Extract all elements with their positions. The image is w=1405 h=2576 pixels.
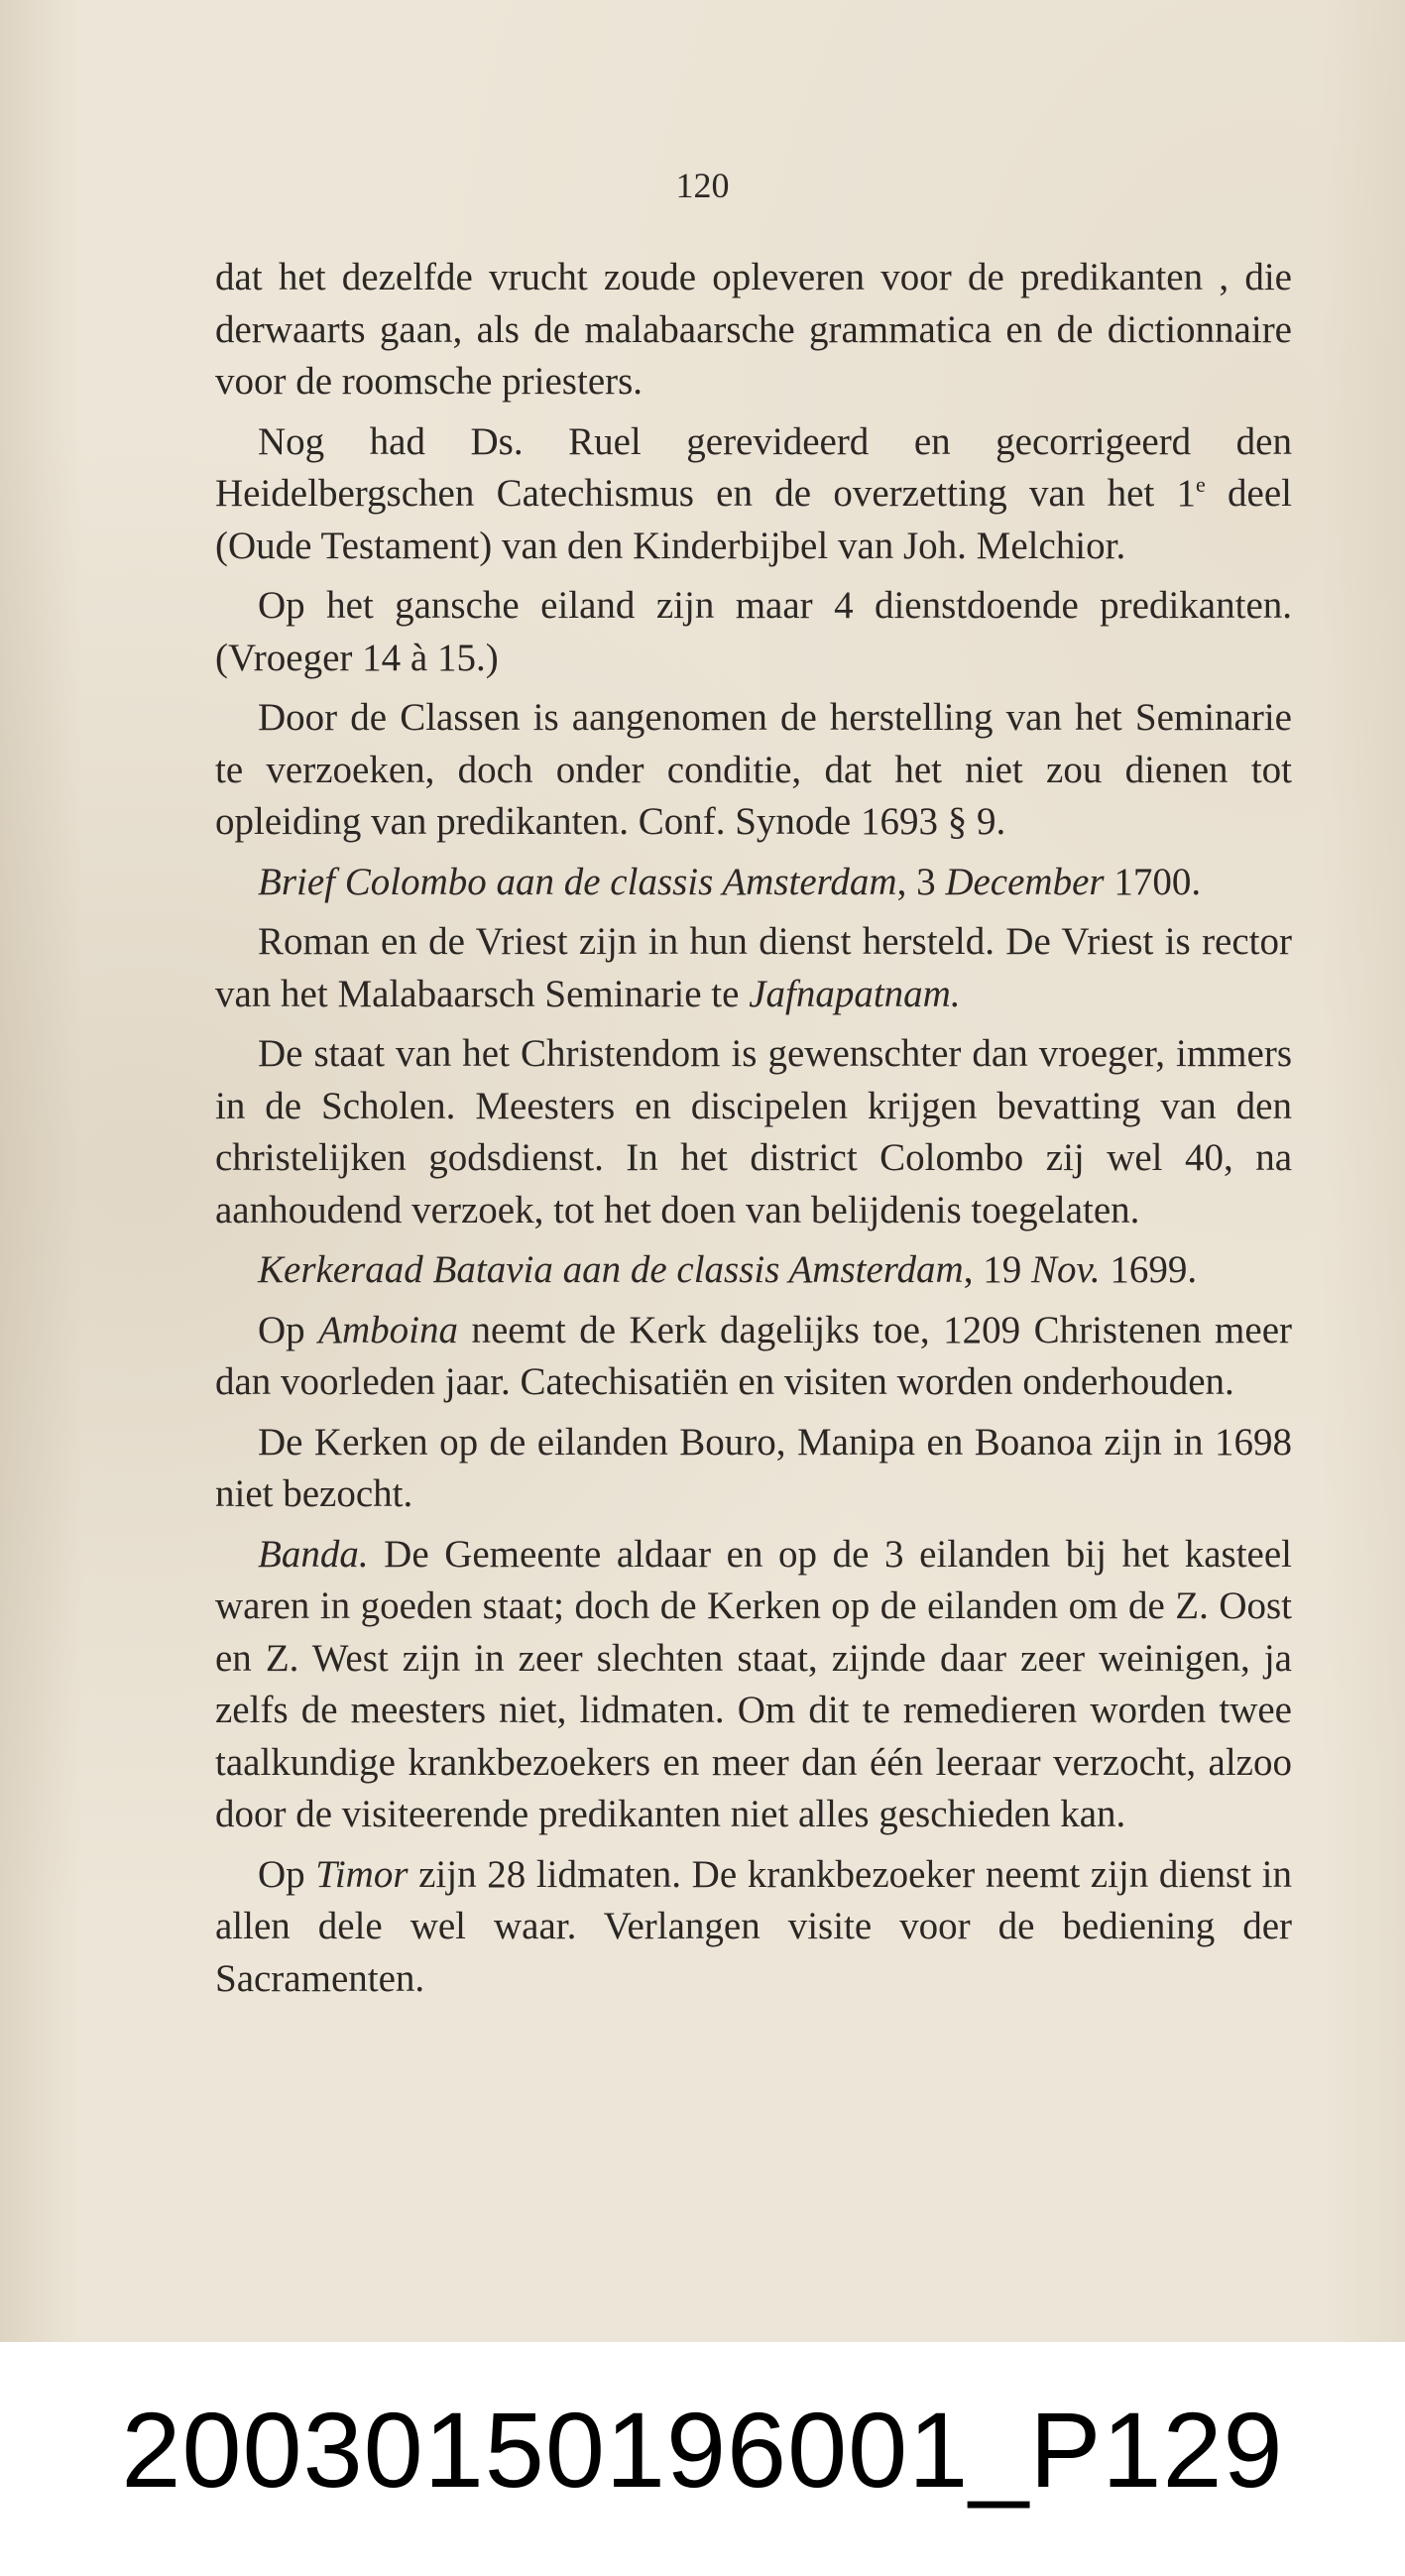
paragraph-9 (215, 1529, 1292, 1841)
paragraph-10-text-b: zijn 28 lidmaten. De krankbezoeker neemt zijn dienst in allen dele wel waar. Verlangen visite voor de bediening der Sacramenten. (215, 1852, 1292, 2000)
paragraph-2-text-a: Nog had Ds. Ruel gerevideerd en gecorrigeerd den Heidelbergschen Catechismus en de overzetting van het 1 (215, 419, 1292, 515)
paragraph-10-place: Timor (315, 1852, 409, 1896)
paragraph-3 (215, 580, 1292, 684)
paragraph-7-text-b: neemt de Kerk dagelijks toe, 1209 Christenen meer dan voorleden jaar. Catechisatiën en visiten worden onderhouden. (215, 1308, 1292, 1403)
heading-batavia-month: Nov. (1030, 1248, 1101, 1291)
paragraph-1 (215, 252, 1292, 409)
heading-batavia-title: Kerkeraad Batavia aan de classis Amsterdam (258, 1248, 964, 1291)
paragraph-5 (215, 916, 1292, 1020)
heading-colombo-title: Brief Colombo aan de classis Amsterdam (258, 860, 897, 903)
paragraph-3-text: Op het gansche eiland zijn maar 4 dienstdoende predikanten. (Vroeger 14 à 15.) (215, 584, 1292, 679)
paragraph-5-text: Roman en de Vriest zijn in hun dienst hersteld. De Vriest is rector van het Malabaarsch Seminarie te (215, 920, 1292, 1015)
heading-batavia-year: 1699. (1100, 1248, 1198, 1291)
heading-batavia-day: , 19 (963, 1248, 1031, 1291)
paragraph-2-superscript: e (1196, 472, 1206, 497)
paragraph-4-text: Door de Classen is aangenomen de herstelling van het Seminarie te verzoeken, doch onder conditie, dat het niet zou dienen tot opleiding van predikanten. Conf. Synode 1693 § 9. (215, 696, 1292, 843)
paragraph-6-text: De staat van het Christendom is gewenschter dan vroeger, immers in de Scholen. Meesters en discipelen krijgen bevatting van den christelijken godsdienst. In het district Colombo zij wel 40, na aanhoudend verzoek, tot het doen van belijdenis toegelaten. (215, 1032, 1292, 1231)
heading-colombo-day: , 3 (896, 860, 946, 903)
paragraph-4 (215, 692, 1292, 849)
paragraph-10-text-a: Op (258, 1852, 316, 1896)
page-number: 120 (675, 166, 730, 205)
body-text (215, 252, 1292, 2013)
paragraph-7-text-a: Op (258, 1308, 319, 1351)
heading-colombo-month: December (945, 860, 1105, 903)
paragraph-6 (215, 1028, 1292, 1236)
paragraph-8 (215, 1417, 1292, 1521)
section-heading-colombo (215, 857, 1292, 909)
paragraph-1-text: dat het dezelfde vrucht zoude opleveren voor de predikanten , die derwaarts gaan, als de malabaarsche grammatica en de dictionnaire voor de roomsche priesters. (215, 256, 1292, 403)
paragraph-2 (215, 416, 1292, 573)
heading-colombo-year: 1700. (1104, 860, 1202, 903)
paragraph-7-place: Amboina (318, 1308, 458, 1351)
scan-identifier-label: 20030150196001_P129 (121, 2390, 1284, 2510)
section-heading-batavia (215, 1244, 1292, 1297)
paragraph-9-text: De Gemeente aldaar en op de 3 eilanden bij het kasteel waren in goeden staat; doch de Kerken op de eilanden om de Z. Oost en Z. West zijn in zeer slechten staat, zijnde daar zeer weinigen, ja zelfs de meesters niet, lidmaten. Om dit te remedieren worden twee taalkundige krankbezoekers en meer dan één leeraar verzocht, alzoo door de visiteerende predikanten niet alles geschieden kan. (215, 1532, 1292, 1835)
paragraph-7 (215, 1305, 1292, 1409)
paragraph-5-place: Jafnapatnam. (749, 972, 961, 1015)
paragraph-2-text-b: deel (Oude Testament) van den Kinderbijbel van Joh. Melchior. (215, 472, 1292, 567)
paragraph-10 (215, 1849, 1292, 2006)
paragraph-8-text: De Kerken op de eilanden Bouro, Manipa en Boanoa zijn in 1698 niet bezocht. (215, 1420, 1292, 1515)
paragraph-9-place: Banda. (258, 1532, 369, 1576)
